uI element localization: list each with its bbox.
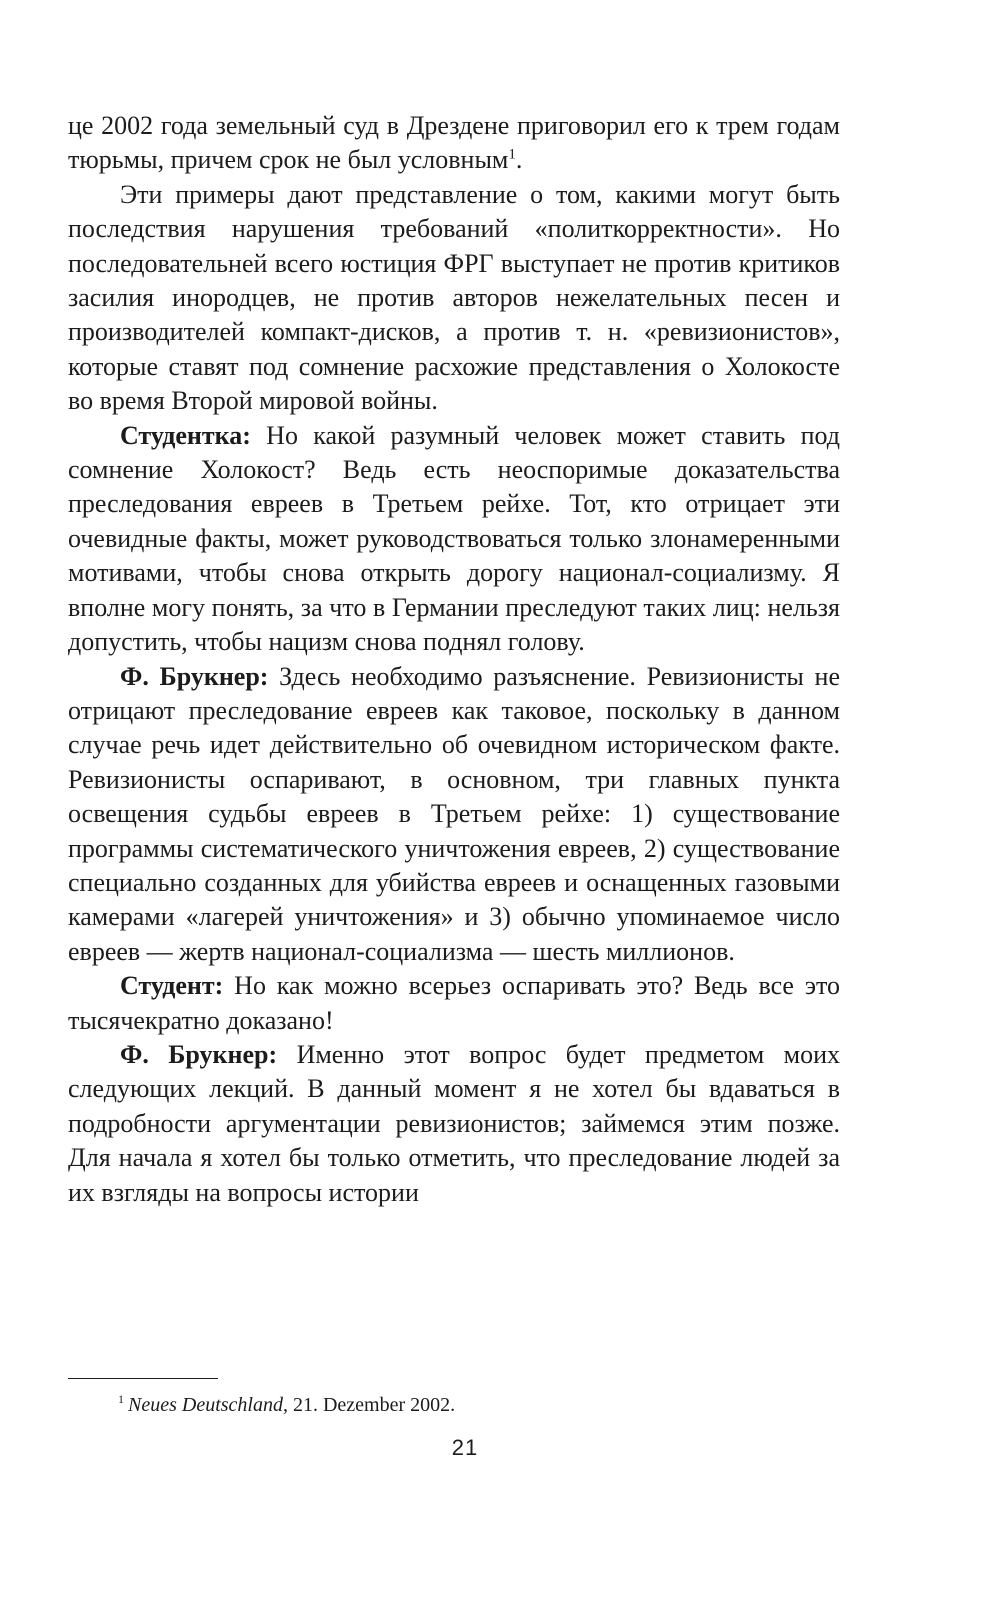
footnote-ref: 1 — [508, 146, 516, 163]
paragraph: це 2002 года земельный суд в Дрездене приговорил его к трем годам тюрьмы, причем срок не был условным$^1$. — [68, 111, 840, 175]
speaker-label: Студентка: — [120, 420, 251, 450]
speaker-label: Ф. Брукнер: — [120, 1039, 278, 1069]
footnote-source: Neues Deutschland — [128, 1394, 283, 1416]
paragraph — [68, 178, 840, 419]
paragraph — [68, 419, 840, 660]
paragraph-text: Эти примеры дают представление о том, какими могут быть последствия нарушения требований «политкорректности». Но последовательней всего юстиция ФРГ выступает не против критиков засилия инородцев, не против авторов нежелательных песен и производителей компакт-дисков, а против т. н. «ревизионистов», которые ставят под сомнение расхожие представления о Холокосте во время Второй мировой войны. — [68, 179, 840, 416]
paragraph-text: це 2002 года земельный суд в Дрездене приговорил его к трем годам тюрьмы, причем срок не был условным — [68, 111, 840, 175]
paragraph-text: Именно этот вопрос будет предметом моих следующих лекций. В данный момент я не хотел бы вдаваться в подробности аргументации ревизионистов; займемся этим позже. Для начала я хотел бы только отметить, что преследование людей за их взгляды на вопросы истории — [68, 1039, 841, 1207]
footnote-divider — [68, 1378, 218, 1379]
footnote-date: , 21. Dezember 2002. — [282, 1394, 456, 1416]
speaker-label: Ф. Брукнер: — [120, 661, 269, 691]
page-number: 21 — [451, 1435, 479, 1460]
paragraph — [68, 1038, 840, 1210]
speaker-label: Студент: — [120, 971, 224, 1001]
paragraph-text: Но какой разумный человек может ставить под сомнение Холокост? Ведь есть неоспоримые доказательства преследования евреев в Третьем рейхе. Тот, кто отрицает эти очевидные факты, может руководствоваться только злонамеренными мотивами, чтобы снова открыть дорогу национал-социализму. Я вполне могу понять, за что в Германии преследуют таких лиц: нельзя допустить, чтобы нацизм снова поднял голову. — [68, 420, 840, 657]
body-text — [68, 109, 840, 1210]
footnote — [118, 1392, 838, 1418]
paragraph-text: Здесь необходимо разъяснение. Ревизионисты не отрицают преследование евреев как таковое, поскольку в данном случае речь идет действительно об очевидном историческом факте. Ревизионисты оспаривают, в основном, три главных пункта освещения судьбы евреев в Третьем рейхе: 1) существование программы систематического уничтожения евреев, 2) существование специально созданных для убийства евреев и оснащенных газовыми камерами «лагерей уничтожения» и 3) обычно упоминаемое число евреев — жертв национал-социализма — шесть миллионов. — [68, 661, 840, 966]
paragraph — [68, 969, 840, 1038]
footnote-marker: 1 — [118, 1392, 124, 1407]
paragraph — [68, 660, 840, 970]
paragraph-text: Но как можно всерьез оспаривать это? Ведь все это тысячекратно доказано! — [68, 971, 840, 1035]
